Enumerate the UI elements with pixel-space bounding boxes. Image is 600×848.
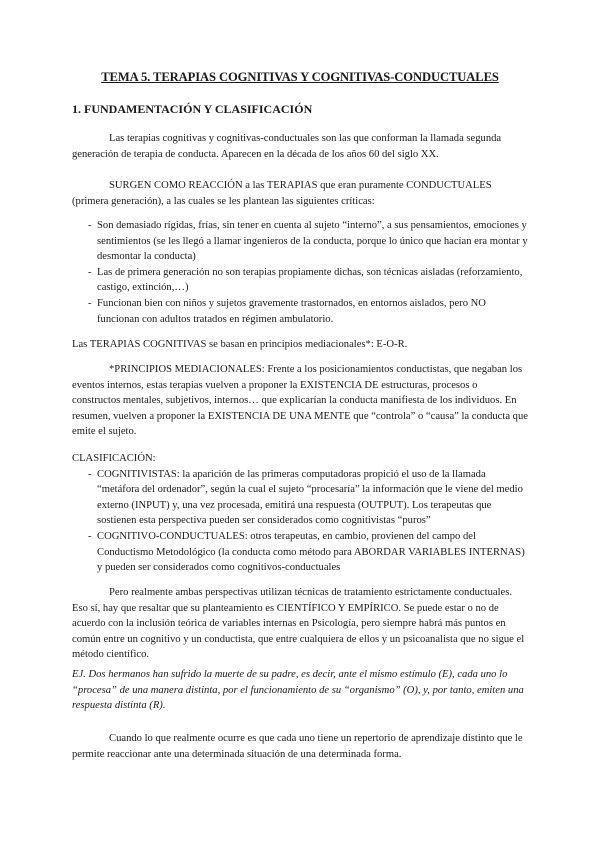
paragraph-principios bbox=[72, 362, 528, 440]
list-dash: - bbox=[88, 297, 92, 309]
paragraph-mediacionales bbox=[72, 337, 528, 353]
paragraph-text: *PRINCIPIOS MEDIACIONALES: Frente a los posicionamientos conductistas, que negaban los eventos internos, estas terapias vuelven a proponer la EXISTENCIA DE estructuras, procesos o constructos mentales, subjetivos, internos… que explicarían la conducta manifiesta de los individuos. En resumen, vuelven a proponer la EXISTENCIA DE UNA MENTE que “controla” o “causa” la conducta que emite el sujeto. bbox=[72, 364, 528, 438]
criticas-list bbox=[72, 218, 528, 327]
clasificacion-section bbox=[72, 451, 528, 576]
list-item bbox=[72, 296, 528, 327]
paragraph-text: Cuando lo que realmente ocurre es que cada uno tiene un repertorio de aprendizaje distinto que le permite reaccionar ante una determinada situación de una determinada forma. bbox=[72, 733, 523, 760]
list-item bbox=[72, 218, 528, 265]
list-dash: - bbox=[88, 530, 92, 542]
paragraph-text: Pero realmente ambas perspectivas utilizan técnicas de tratamiento estrictamente conductuales. Eso sí, hay que resaltar que su planteamiento es CIENTÍFICO Y EMPÍRICO. Se puede estar o no de acuerdo con la inclusión teórica de variables internas en Psicología, pero siempre habrá más puntos en común entre un cognitivo y un conductista, que entre cualquiera de ellos y un psicoanalista que no sigue el método científico. bbox=[72, 587, 525, 661]
clasificacion-label: CLASIFICACIÓN: bbox=[72, 453, 156, 464]
list-item-text: Funcionan bien con niños y sujetos gravemente trastornados, en entornos aislados, pero NO funcionan con adultos tratados en régimen ambulatorio. bbox=[97, 297, 486, 325]
list-item bbox=[72, 529, 528, 576]
list-item-text: COGNITIVISTAS: la aparición de las primeras computadoras propició el uso de la llamada “metáfora del ordenador”, según la cual el sujeto “procesaría” la información que le viene del medio externo (INPUT) y, una vez procesada, emitirá una respuesta (OUTPUT). Los terapeutas que sostienen esta perspectiva pueden ser considerados como cognitivistas “puros” bbox=[97, 468, 523, 527]
paragraph-intro bbox=[72, 131, 528, 162]
section-heading: 1. FUNDAMENTACIÓN Y CLASIFICACIÓN bbox=[72, 102, 313, 116]
list-item-text: Son demasiado rígidas, frías, sin tener en cuenta al sujeto “interno”, a sus pensamientos, emociones y sentimientos (se les llegó a llamar ingenieros de la conducta, porque lo único que hacían era montar y desmontar la conducta) bbox=[97, 220, 528, 263]
list-item-text: COGNITIVO-CONDUCTUALES: otros terapeutas, en cambio, provienen del campo del Conductismo Metodológico (la conducta como método para ABORDAR VARIABLES INTERNAS) y pueden ser considerados como cognitivos-conductuales bbox=[97, 530, 525, 574]
list-item bbox=[72, 265, 528, 296]
list-item bbox=[72, 467, 528, 529]
paragraph-text: Las terapias cognitivas y cognitivas-conductuales son las que conforman la llamada segunda generación de terapia de conducta. Aparecen en la década de los años 60 del siglo XX. bbox=[72, 133, 502, 160]
list-dash: - bbox=[88, 266, 92, 278]
list-item-text: Las de primera generación no son terapias propiamente dichas, son técnicas aisladas (reforzamiento, castigo, extinción,…) bbox=[97, 266, 523, 294]
document-title: TEMA 5. TERAPIAS COGNITIVAS Y COGNITIVAS-CONDUCTUALES bbox=[101, 70, 499, 84]
paragraph-conclusion bbox=[72, 731, 528, 762]
paragraph-text: Las TERAPIAS COGNITIVAS se basan en principios mediacionales*: E-O-R. bbox=[72, 339, 408, 350]
example-text: EJ. Dos hermanos han sufrido la muerte de su padre, es decir, ante el mismo estímulo (E), cada uno lo “procesa” de una manera distinta, por el funcionamiento de su “organismo” (O), y, por tanto, emiten una respuesta distinta (R). bbox=[72, 669, 524, 712]
list-dash: - bbox=[88, 220, 92, 231]
paragraph-text: SURGEN COMO REACCIÓN a las TERAPIAS que eran puramente CONDUCTUALES (primera generación), a las cuales se les plantean las siguientes críticas: bbox=[72, 180, 492, 207]
paragraph-reaccion bbox=[72, 178, 528, 209]
paragraph-ejemplo bbox=[72, 667, 528, 714]
list-dash: - bbox=[88, 468, 92, 480]
paragraph-perspectivas bbox=[72, 585, 528, 663]
